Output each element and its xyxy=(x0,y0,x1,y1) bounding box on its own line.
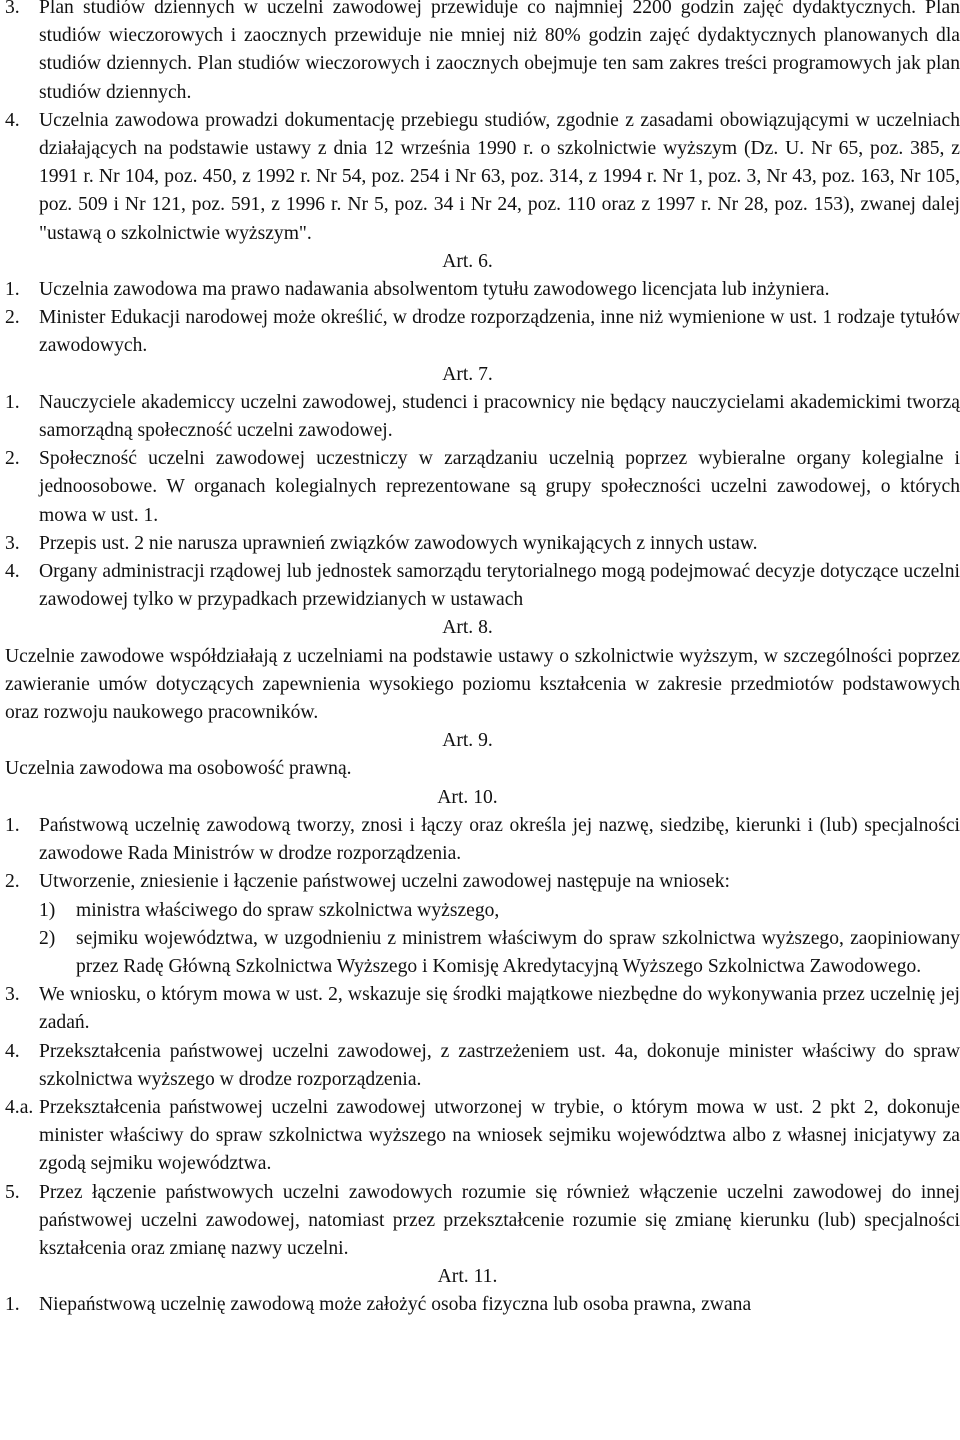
item-text: Uczelnia zawodowa ma prawo nadawania absolwentom tytułu zawodowego licencjata lub inżyniera. xyxy=(39,279,830,301)
item-number: 1. xyxy=(5,279,20,301)
item-number: 4. xyxy=(5,1040,20,1062)
item-number: 3. xyxy=(5,984,20,1006)
art5-item-4 xyxy=(5,107,960,248)
art11-heading: Art. 11. xyxy=(437,1266,498,1288)
item-text: Nauczyciele akademiccy uczelni zawodowej, studenci i pracownicy nie będący nauczycielami akademickimi tworzą samorządną społeczność uczelni zawodowej. xyxy=(39,391,960,442)
item-text: Minister Edukacji narodowej może określić, w drodze rozporządzenia, inne niż wymienione w ust. 1 rodzaje tytułów zawodowych. xyxy=(39,307,960,357)
art9-text: Uczelnia zawodowa ma osobowość prawną. xyxy=(5,758,352,780)
item-number: 5. xyxy=(5,1181,20,1203)
art9-heading: Art. 9. xyxy=(442,730,493,752)
item-text: Plan studiów dziennych w uczelni zawodowej przewiduje co najmniej 2200 godzin zajęć dydaktycznych. Plan studiów wieczorowych i zaocznych przewiduje nie mniej niż 80% godzin zajęć dydaktycznych planowanych dla studiów dziennych. Plan studiów wieczorowych i zaocznych obejmuje ten sam zakres treści programowych jak plan studiów dziennych. xyxy=(39,0,960,103)
art10-item-2 xyxy=(5,868,960,896)
art7-item-3 xyxy=(5,530,960,558)
art10-item-3 xyxy=(5,981,960,1037)
art11-item-1 xyxy=(5,1291,960,1319)
art8-text: Uczelnie zawodowe współdziałają z uczelniami na podstawie ustawy o szkolnictwie wyższym, w szczególności poprzez zawieranie umów dotyczących zapewnienia wysokiego poziomu kształcenia w zakresie przedmiotów podstawowych oraz rozwoju naukowego pracowników. xyxy=(5,645,960,724)
item-number: 1. xyxy=(5,814,20,836)
art10-item-1 xyxy=(5,812,960,868)
item-number: 4. xyxy=(5,109,20,131)
art10-heading: Art. 10. xyxy=(437,786,498,808)
item-number: 2. xyxy=(5,307,20,329)
art10-item-4a xyxy=(5,1094,960,1179)
art8-heading: Art. 8. xyxy=(442,617,493,639)
art7-item-2 xyxy=(5,445,960,530)
item-number: 1. xyxy=(5,391,20,413)
item-text: Społeczność uczelni zawodowej uczestniczy w zarządzaniu uczelnią poprzez wybieralne organy kolegialne i jednoosobowe. W organach kolegialnych reprezentowane są grupy społeczności uczelni zawodowej, o których mowa w ust. 1. xyxy=(39,448,960,526)
item-number: 3. xyxy=(5,532,20,554)
item-text: Przepis ust. 2 nie narusza uprawnień związków zawodowych wynikających z innych ustaw. xyxy=(39,532,758,554)
art5-item-3 xyxy=(5,0,960,107)
item-text: Przez łączenie państwowych uczelni zawodowych rozumie się również włączenie uczelni zawodowej do innej państwowej uczelni zawodowej, natomiast przez przekształcenie rozumie się zmianę kierunku (lub) specjalności kształcenia oraz zmianę nazwy uczelni. xyxy=(39,1181,960,1259)
item-number: 1. xyxy=(5,1294,20,1316)
art7-heading: Art. 7. xyxy=(442,363,493,385)
art6-item-1 xyxy=(5,276,960,304)
subitem-text: sejmiku województwa, w uzgodnieniu z ministrem właściwym do spraw szkolnictwa wyższego, zaopiniowany przez Radę Główną Szkolnictwa Wyższego i Komisję Akredytacyjną Wyższego Szkolnictwa Zawodowego. xyxy=(76,927,960,977)
document-page xyxy=(5,0,960,1320)
subitem-number: 2) xyxy=(39,927,56,949)
item-number: 4. xyxy=(5,561,20,583)
art6-item-2 xyxy=(5,304,960,360)
item-text: Niepaństwową uczelnię zawodową może założyć osoba fizyczna lub osoba prawna, zwana xyxy=(39,1294,752,1316)
subitem-text: ministra właściwego do spraw szkolnictwa wyższego, xyxy=(76,899,500,921)
art10-item-4 xyxy=(5,1038,960,1094)
item-number: 4.a. xyxy=(5,1096,34,1118)
art7-item-4 xyxy=(5,558,960,614)
item-number: 2. xyxy=(5,448,20,470)
art10-subitem-2 xyxy=(5,925,960,981)
item-text: Państwową uczelnię zawodową tworzy, znosi i łączy oraz określa jej nazwę, siedzibę, kierunki i (lub) specjalności zawodowe Rada Ministrów w drodze rozporządzenia. xyxy=(39,814,960,865)
art6-heading: Art. 6. xyxy=(442,250,493,272)
item-text: Organy administracji rządowej lub jednostek samorządu terytorialnego mogą podejmować decyzje dotyczące uczelni zawodowej tylko w przypadkach przewidzianych w ustawach xyxy=(39,561,960,611)
item-text: Przekształcenia państwowej uczelni zawodowej utworzonej w trybie, o którym mowa w ust. 2 pkt 2, dokonuje minister właściwy do spraw szkolnictwa wyższego na wniosek sejmiku województwa albo z własnej inicjatywy za zgodą sejmiku województwa. xyxy=(39,1096,960,1175)
item-text: Utworzenie, zniesienie i łączenie państwowej uczelni zawodowej następuje na wniosek: xyxy=(39,871,730,893)
art7-item-1 xyxy=(5,389,960,445)
item-text: Uczelnia zawodowa prowadzi dokumentację przebiegu studiów, zgodnie z zasadami obowiązującymi w uczelniach działających na podstawie ustawy z dnia 12 września 1990 r. o szkolnictwie wyższym (Dz. U. Nr 65, poz. 385, z 1991 r. Nr 104, poz. 450, z 1992 r. Nr 54, poz. 254 i Nr 63, poz. 314, z 1994 r. Nr 1, poz. 3, Nr 43, poz. 163, Nr 105, poz. 509 i Nr 121, poz. 591, z 1996 r. Nr 5, poz. 34 i Nr 24, poz. 110 oraz z 1997 r. Nr 28, poz. 153), zwanej dalej "ustawą o szkolnictwie wyższym". xyxy=(39,109,960,244)
item-text: We wniosku, o którym mowa w ust. 2, wskazuje się środki majątkowe niezbędne do wykonywania przez uczelnię jej zadań. xyxy=(39,984,960,1034)
item-text: Przekształcenia państwowej uczelni zawodowej, z zastrzeżeniem ust. 4a, dokonuje minister właściwy do spraw szkolnictwa wyższego w drodze rozporządzenia. xyxy=(39,1040,960,1090)
item-number: 2. xyxy=(5,871,20,893)
art10-subitem-1 xyxy=(5,897,960,925)
item-number: 3. xyxy=(5,0,20,18)
art10-item-5 xyxy=(5,1179,960,1264)
subitem-number: 1) xyxy=(39,899,56,921)
